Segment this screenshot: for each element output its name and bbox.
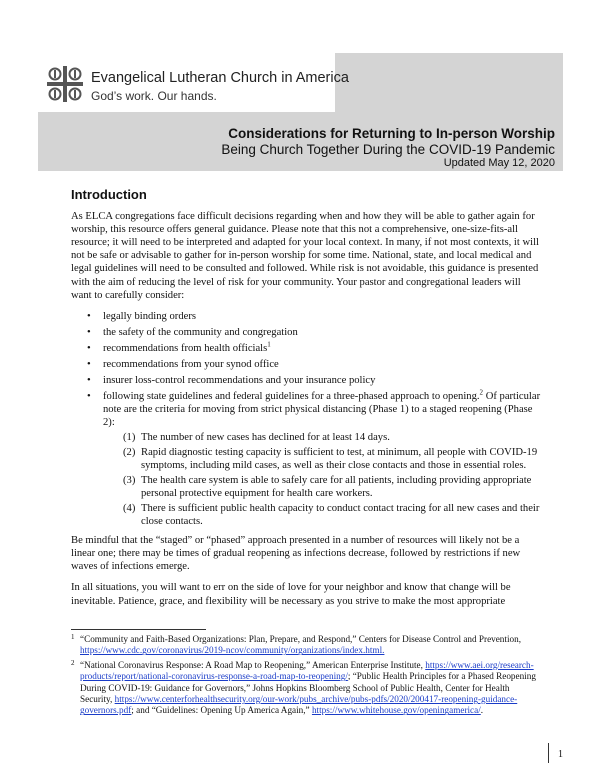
footnote-ref[interactable]: 2 <box>479 388 484 397</box>
logo-box <box>38 53 349 112</box>
list-item: • insurer loss-control recommendations and your insurance policy <box>87 375 376 387</box>
page-number-divider <box>548 743 549 763</box>
bullet-icon: • <box>87 375 91 387</box>
cdc-link[interactable]: https://www.cdc.gov/coronavirus/2019-ncov/community/organizations/index.html. <box>80 645 385 656</box>
bullet-icon: • <box>87 359 91 371</box>
main-content <box>71 188 541 616</box>
footnote-2: 2 “National Coronavirus Response: A Road Map to Reopening,” American Enterprise Institute, https://www.aei.org/research-products/report/national-coronavirus-response-a-road-map-to-reopening/; “Public Health Principles for a Phased Reopening During COVID-19: Guidance for Governors,” Johns Hopkins Bloomberg School of Public Health, Center for Health Security, https://www.centerforhealthsecurity.org/our-work/pubs_archive/pubs-pdfs/2020/200417-reopening-guidance-governors.pdf; and “Guidelines: Opening Up America Again,” https://www.whitehouse.gov/openingamerica/. <box>71 658 536 716</box>
org-name: Evangelical Lutheran Church in America <box>91 70 349 86</box>
criteria-item: (1) The number of new cases has declined for at least 14 days. <box>123 431 390 443</box>
tagline: God’s work. Our hands. <box>91 89 217 103</box>
closing-paragraph: In all situations, you will want to err on the side of love for your neighbor and know that change will be inevitable. Patience, grace, and flexibility will be necessary as you strive to make the most appropriate <box>71 582 511 607</box>
footnote-divider <box>71 629 206 630</box>
criteria-item: (2) Rapid diagnostic testing capacity is sufficient to test, at minimum, all people with COVID-19 symptoms, including mild cases, as well as their close contacts and those in essential roles. <box>123 446 538 471</box>
jhu-link[interactable]: https://www.centerforhealthsecurity.org/our-work/pubs_archive/pubs-pdfs/2020/200417-reopening-guidance-governors.pdf <box>80 694 518 716</box>
reopening-criteria-list <box>103 431 541 529</box>
bullet-icon: • <box>87 326 91 338</box>
bullet-icon: • <box>87 391 91 403</box>
criteria-item: (4) There is sufficient public health capacity to conduct contact tracing for all new cases and their close contacts. <box>123 502 540 528</box>
list-item: • legally binding orders <box>87 310 196 322</box>
phased-approach-paragraph: Be mindful that the “staged” or “phased” approach presented in a number of resources will likely not be a linear one; there may be times of gradual reopening as infections decrease, followed by restrictions if new waves of infections emerge. <box>71 535 521 573</box>
footnotes <box>71 634 541 720</box>
document-subtitle: Being Church Together During the COVID-19 Pandemic <box>221 142 555 157</box>
intro-paragraph: As ELCA congregations face difficult decisions regarding when and how they will be able to gather again for worship, this resource offers general guidance. Please note that this not a comprehensive, one-size-fits-all resource; it will need to be interpreted and adapted for your local context. In many, if not most contexts, it will not be safe or advisable to gather for in-person worship for some time. National, state, and local medical and legal guidelines will need to be consulted and followed. While risk is not avoidable, this guidance is presented with the aim of reducing the level of risk for your community. Your pastor and congregational leaders will want to carefully consider: <box>71 211 539 301</box>
footnote-1: 1 “Community and Faith-Based Organizations: Plan, Prepare, and Respond,” Centers for Disease Control and Prevention, https://www.cdc.gov/coronavirus/2019-ncov/community/organizations/index.html. <box>71 633 521 656</box>
updated-date: Updated May 12, 2020 <box>443 157 555 169</box>
aei-link[interactable]: https://www.aei.org/research-products/report/national-coronavirus-response-a-road-map-to-reopening/ <box>80 659 534 682</box>
list-item: • following state guidelines and federal guidelines for a three-phased approach to opening.$^2$ Of particular note are the criteria for moving from strict physical distancing (Phase 1) to a staged reopening (Phase 2): (1) The number of new cases has declined for at least 14 days. (2) Rapid diagnostic testing capacity is sufficient to test, at minimum, all people with COVID-19 symptoms, including mild cases, as well as their close contacts and those in essential roles. (3) The health care system is able to safely care for all patients, including providing appropriate personal protective equipment for health care workers. (4) There is sufficient public health capacity to conduct contact tracing for all new cases and their close contacts. <box>87 388 541 528</box>
footnote-ref[interactable]: 1 <box>267 340 271 349</box>
document-title: Considerations for Returning to In-person Worship <box>228 126 555 141</box>
page-number: 1 <box>558 749 563 760</box>
criteria-item: (3) The health care system is able to safely care for all patients, including providing appropriate personal protective equipment for health care workers. <box>123 474 532 499</box>
bullet-icon: • <box>87 342 91 354</box>
bullet-icon: • <box>87 310 91 322</box>
section-heading: Introduction <box>71 187 147 202</box>
considerations-list <box>71 310 541 528</box>
elca-cross-logo-icon <box>46 65 84 103</box>
list-item: • recommendations from health officials$^1$ <box>87 340 271 354</box>
list-item: • recommendations from your synod office <box>87 359 279 371</box>
list-item: • the safety of the community and congregation <box>87 326 298 338</box>
whitehouse-link[interactable]: https://www.whitehouse.gov/openingamerica/ <box>311 705 481 716</box>
